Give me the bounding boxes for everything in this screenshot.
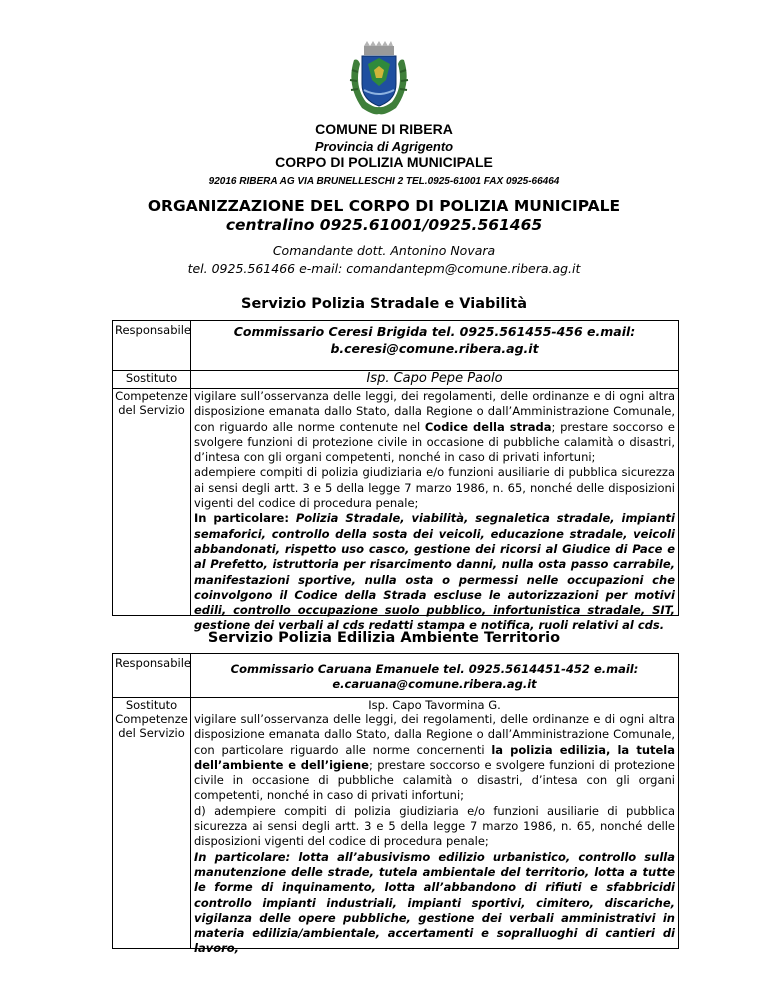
address-line: 92016 RIBERA AG VIA BRUNELLESCHI 2 TEL.0925-61001 FAX 0925-66464 [208,176,560,187]
competenze-text: vigilare sull’osservanza delle leggi, dei regolamenti, delle ordinanze e di ogni altra disposizione emanata dallo Stato, dalla Regione o dall’Amministrazione Comunale, con riguardo alle norme contenute nel Codice della strada; prestare soccorso e svolgere funzioni di protezione civile in occasione di pubbliche calamità o disastri, d’intesa con gli organi competenti, nonché in caso di privati infortuni; adempiere compiti di polizia giudiziaria e/o funzioni ausiliarie di pubblica sicurezza ai sensi degli artt. 3 e 5 della legge 7 marzo 1986, n. 65, nonché delle disposizioni vigenti del codice di procedura penale; In particolare: Polizia Stradale, viabilità, segnaletica stradale, impianti semaforici, controllo della sosta dei veicoli, educazione stradale, veicoli abbandonati, rispetto uso casco, gestione dei ricorsi al Giudice di Pace e al Prefetto, istruttoria per risarcimento danni, nulla osta passo carrabile, manifestazioni sportive, nulla osta o permessi nelle occupazioni che coinvolgono il Codice della Strada escluse le autorizzazioni per motivi edili, controllo occupazione suolo pubblico, infortunistica stradale, SIT, gestione dei verbali al cds redatti stampa e notifica, ruoli relativi al cds. [194,389,675,633]
sostituto-label: Sostituto [113,371,191,389]
responsabile-cell [191,321,679,371]
commander-name: Comandante dott. Antonino Novara [272,243,496,258]
sostituto-value: Isp. Capo Pepe Paolo [191,371,679,389]
corps-name: CORPO DI POLIZIA MUNICIPALE [275,154,493,170]
sostituto-competenze-label: Sostituto Competenze del Servizio [113,698,191,949]
road-police-table [112,320,679,633]
section-title-road-police: Servizio Polizia Stradale e Viabilità [241,296,527,312]
municipality-name: COMUNE DI RIBERA [315,121,453,137]
responsabile-label: Responsabile [113,321,191,371]
competenze-cell [191,389,679,633]
competenze-text: vigilare sull’osservanza delle leggi, dei regolamenti, delle ordinanze e di ogni altra disposizione emanata dallo Stato, dalla Regione o dall’Amministrazione Comunale, con particolare riguardo alle norme concernenti la polizia edilizia, la tutela dell’ambiente e dell’igiene; prestare soccorso e svolgere funzioni di protezione civile in occasione di pubbliche calamità o disastri, d’intesa con gli organi competenti, nonché in caso di privati infortuni; d) adempiere compiti di polizia giudiziaria e/o funzioni ausiliarie di pubblica sicurezza ai sensi degli artt. 3 e 5 della legge 7 marzo 1986, n. 65, nonché delle disposizioni vigenti del codice di procedura penale; In particolare: lotta all’abusivismo edilizio urbanistico, controllo sulla manutenzione delle strade, tutela ambientale del territorio, lotta a tutte le forme di inquinamento, lotta all’abbandono di rifiuti e sfabbricidi controllo impianti industriali, impianti sportivi, cimitero, discariche, vigilanza delle opere pubbliche, gestione dei verbali amministrativi in materia edilizia/ambientale, accertamenti e sopralluoghi di cantieri di lavoro, [194,712,676,956]
competenze-label: Competenze del Servizio [113,389,191,616]
document-title: ORGANIZZAZIONE DEL CORPO DI POLIZIA MUNICIPALE [147,197,621,215]
commander-contact: tel. 0925.561466 e-mail: comandantepm@comune.ribera.ag.it [187,261,581,276]
responsabile-label: Responsabile [113,654,191,698]
responsabile-value: Commissario Caruana Emanuele tel. 0925.5614451-452 e.mail: e.caruana@comune.ribera.ag.it [230,662,639,691]
switchboard-phone: centralino 0925.61001/0925.561465 [225,216,543,234]
sostituto-competenze-cell [191,698,679,956]
municipal-crest-logo [344,40,414,118]
province-name: Provincia di Agrigento [314,139,454,154]
responsabile-cell [191,654,679,698]
responsabile-value: Commissario Ceresi Brigida tel. 0925.561455-456 e.mail: b.ceresi@comune.ribera.ag.it [233,324,636,356]
building-police-table [112,653,679,956]
sostituto-value: Isp. Capo Tavormina G. [368,698,501,712]
section-title-building-police: Servizio Polizia Edilizia Ambiente Territorio [207,630,561,646]
